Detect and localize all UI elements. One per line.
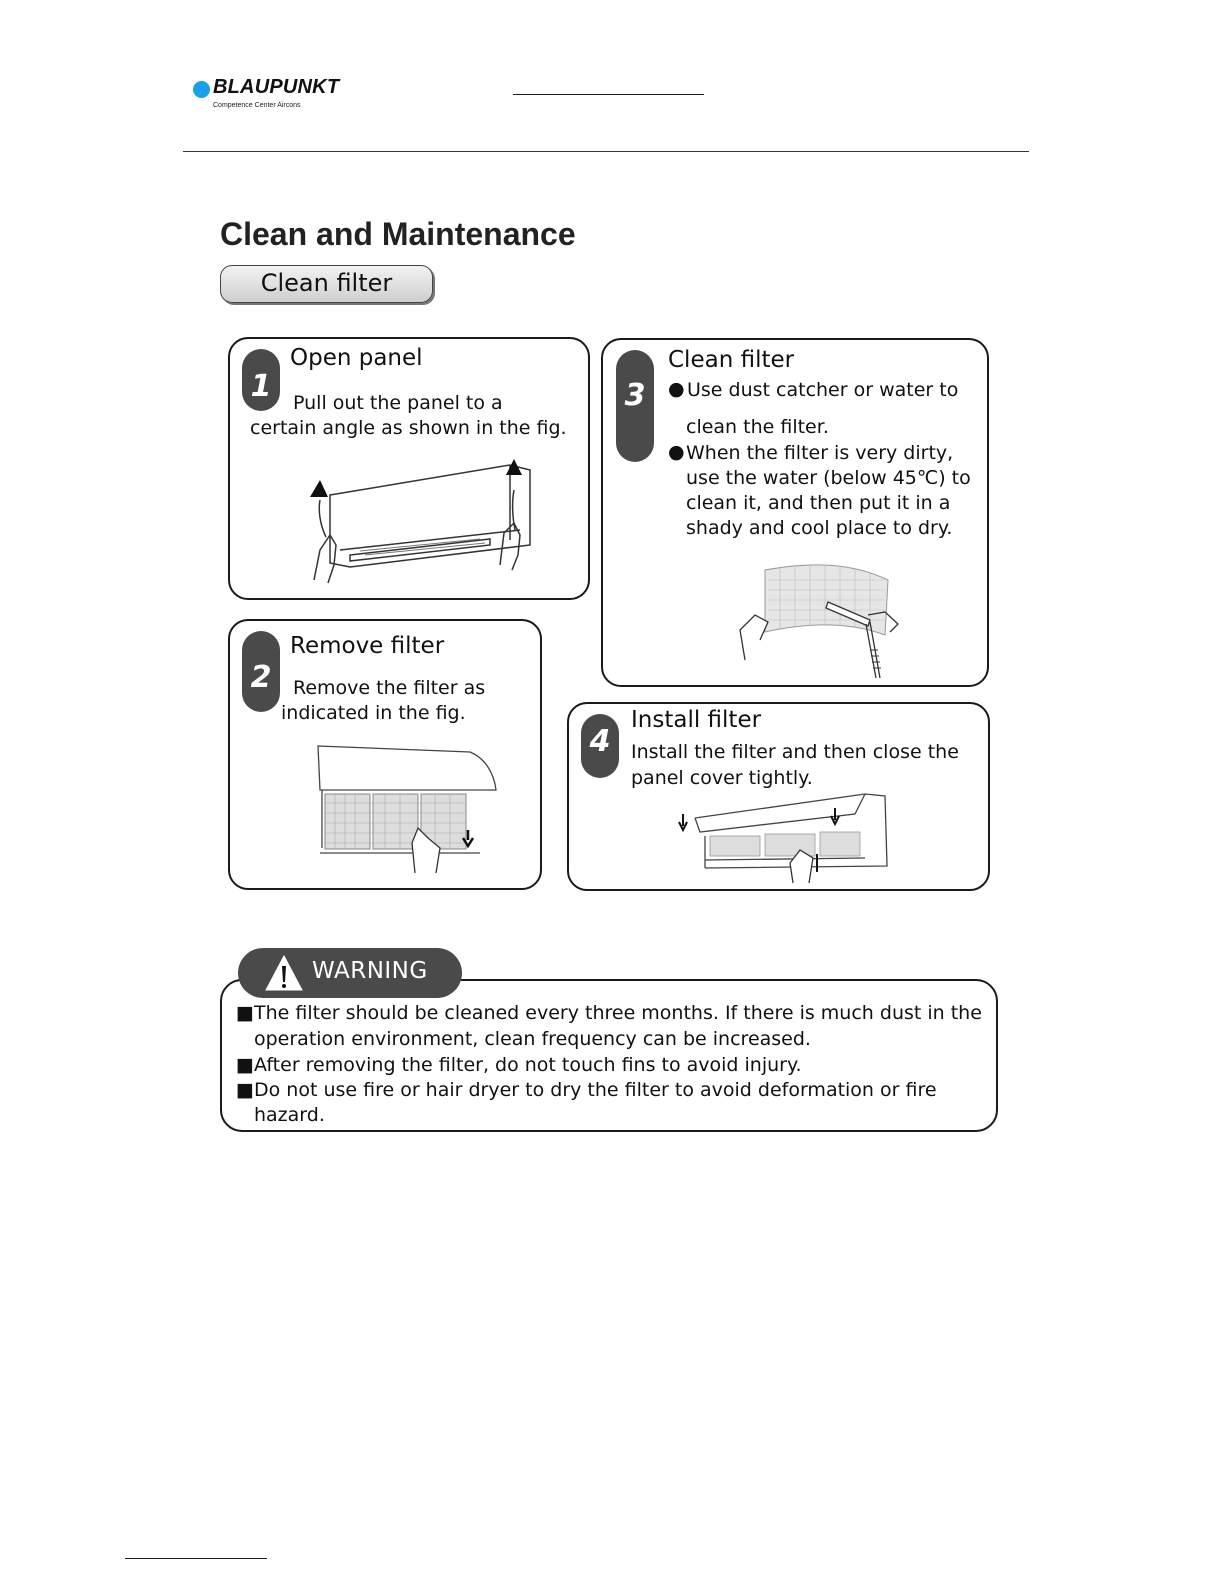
step-3-bullet-1-dot: ● xyxy=(668,378,685,400)
step-3-bullet-2-line-2: use the water (below 45℃) to xyxy=(686,467,971,489)
step-2-text-line-2: indicated in the fig. xyxy=(281,702,466,724)
step-1-title: Open panel xyxy=(290,345,423,371)
section-label-pill xyxy=(220,265,433,303)
step-3-bullet-1-line-1: Use dust catcher or water to xyxy=(687,379,959,401)
header-divider xyxy=(183,151,1029,152)
step-1-badge: 1 xyxy=(242,349,280,411)
header-link-underline xyxy=(513,94,704,95)
step-3-badge: 3 xyxy=(616,350,654,462)
warning-item-1-line-2: operation environment, clean frequency can be increased. xyxy=(254,1028,811,1050)
step-3-bullet-2-line-4: shady and cool place to dry. xyxy=(686,517,953,539)
step-4-text-line-1: Install the filter and then close the xyxy=(631,741,959,763)
clean-filter-illustration xyxy=(720,560,910,680)
install-filter-illustration xyxy=(675,788,890,884)
step-4-title: Install filter xyxy=(631,707,762,733)
step-2-badge: 2 xyxy=(242,631,280,712)
brand-logo-dot xyxy=(193,81,210,98)
step-3-bullet-2-line-1: When the filter is very dirty, xyxy=(686,442,954,464)
warning-item-3-line-2: hazard. xyxy=(254,1104,325,1126)
warning-item-1-line-1: The filter should be cleaned every three months. If there is much dust in the xyxy=(254,1002,982,1024)
step-3-title: Clean filter xyxy=(668,347,795,373)
step-1-text-line-2: certain angle as shown in the fig. xyxy=(250,417,567,439)
step-4-badge: 4 xyxy=(581,714,619,778)
page-title: Clean and Maintenance xyxy=(220,216,576,252)
step-3-bullet-2-dot: ● xyxy=(668,441,685,463)
warning-icon xyxy=(264,953,304,993)
step-2-text-line-1: Remove the filter as xyxy=(293,677,486,699)
warning-item-3-line-1: Do not use fire or hair dryer to dry the filter to avoid deformation or fire xyxy=(254,1079,937,1101)
open-panel-illustration xyxy=(290,455,550,590)
warning-bullet-3: ■ xyxy=(236,1079,254,1101)
warning-bullet-1: ■ xyxy=(236,1002,254,1024)
step-2-title: Remove filter xyxy=(290,633,445,659)
warning-item-2-line-1: After removing the filter, do not touch fins to avoid injury. xyxy=(254,1054,802,1076)
brand-logo: BLAUPUNKT xyxy=(213,76,340,98)
warning-label: WARNING xyxy=(312,958,428,984)
section-label: Clean filter xyxy=(260,269,393,297)
brand-tagline: Competence Center Aircons xyxy=(213,102,301,109)
footer-link-underline xyxy=(125,1558,267,1559)
remove-filter-illustration xyxy=(310,738,510,878)
step-3-bullet-1-line-2: clean the filter. xyxy=(686,416,829,438)
warning-bullet-2: ■ xyxy=(236,1054,254,1076)
step-3-bullet-2-line-3: clean it, and then put it in a xyxy=(686,492,951,514)
step-4-text-line-2: panel cover tightly. xyxy=(631,767,813,789)
step-1-text-line-1: Pull out the panel to a xyxy=(293,392,503,414)
